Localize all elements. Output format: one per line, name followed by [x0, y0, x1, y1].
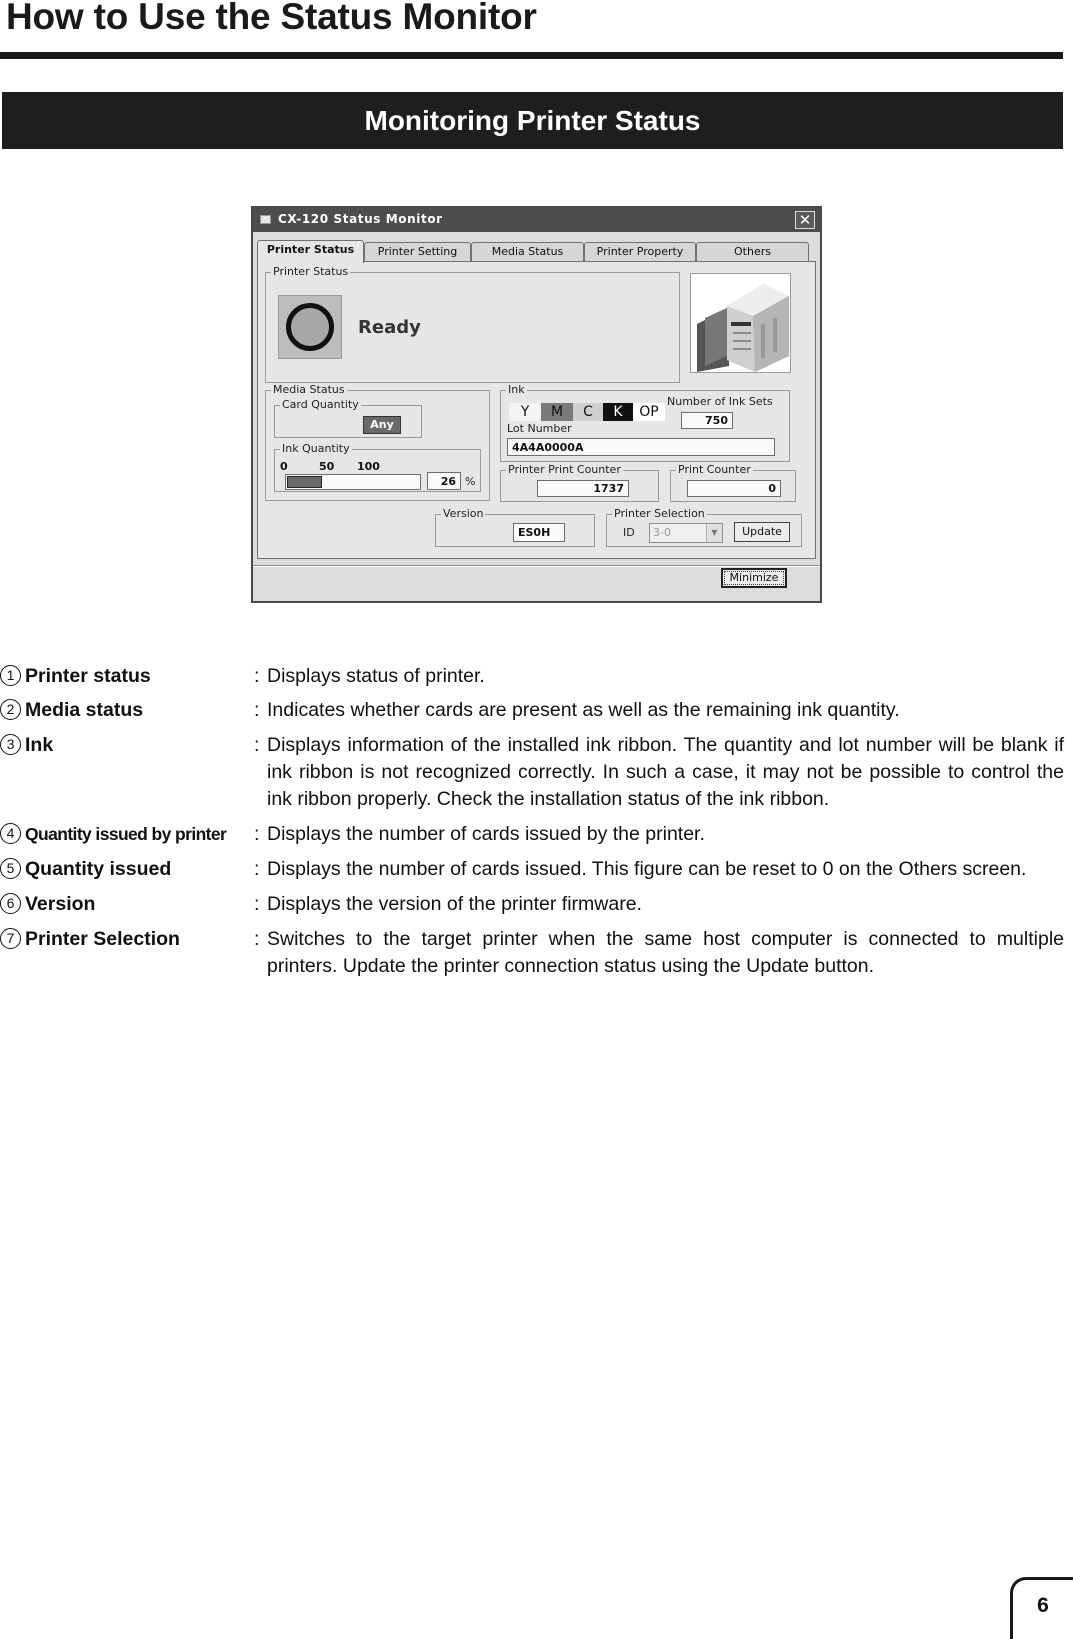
item-term: Media status — [25, 699, 144, 721]
printer-selection-group — [606, 507, 802, 547]
ink-scale-label-50: 50 — [319, 460, 335, 473]
item-term: Printer status — [25, 665, 151, 687]
item-text: Displays the version of the printer firmware. — [267, 893, 642, 915]
card-quantity-label: Card Quantity — [282, 398, 359, 411]
ink-quantity-bar — [285, 474, 421, 490]
version-value: ES0H — [513, 523, 565, 542]
printer-id-select[interactable] — [649, 523, 723, 543]
minimize-button[interactable]: Minimize — [721, 568, 787, 588]
ink-scale-label-0: 0 — [280, 460, 288, 473]
item-text: Indicates whether cards are present as well as the remaining ink quantity. — [267, 699, 900, 721]
item-colon: : — [254, 928, 260, 950]
bottom-separator — [253, 565, 820, 567]
ink-ribbon-panels — [509, 403, 665, 421]
media-status-group — [265, 383, 490, 501]
item-colon: : — [254, 823, 260, 845]
section-title-bar: Monitoring Printer Status — [2, 92, 1063, 149]
printer-id-value: 3-0 — [653, 526, 671, 539]
tab-bar — [257, 240, 820, 262]
tab-media-status[interactable]: Media Status — [471, 242, 584, 262]
item-text: Displays the number of cards issued by the printer. — [267, 823, 705, 845]
lot-number-value: 4A4A0000A — [507, 438, 775, 456]
ink-sets-label: Number of Ink Sets — [667, 395, 773, 408]
item-number: 1 — [0, 665, 21, 686]
printer-selection-label: Printer Selection — [614, 507, 705, 520]
printer-status-group — [265, 265, 680, 383]
item-number: 4 — [0, 823, 21, 844]
item-number: 7 — [0, 928, 21, 949]
ribbon-panel-op: OP — [633, 403, 665, 421]
lot-number-label: Lot Number — [507, 422, 572, 435]
tab-printer-status[interactable]: Printer Status — [257, 240, 364, 263]
tab-panel — [257, 261, 816, 559]
ink-sets-value: 750 — [681, 412, 733, 429]
ink-quantity-label: Ink Quantity — [282, 442, 350, 455]
item-colon: : — [254, 858, 260, 880]
ribbon-panel-c: C — [573, 403, 603, 421]
ribbon-panel-y: Y — [509, 403, 541, 421]
ink-quantity-fill — [287, 476, 322, 488]
printer-id-label: ID — [623, 526, 635, 539]
app-icon — [260, 215, 271, 224]
item-colon: : — [254, 699, 260, 721]
page-heading: How to Use the Status Monitor — [6, 0, 537, 37]
update-button[interactable]: Update — [734, 522, 790, 542]
ribbon-panel-k: K — [603, 403, 633, 421]
version-group — [435, 507, 595, 547]
print-counter-label: Print Counter — [678, 463, 751, 476]
status-monitor-window — [251, 206, 822, 603]
item-text: Displays information of the installed ink ribbon. The quantity and lot number will be blank if ink ribbon is not recognized correctly. In such a case, it may not be possible to control the ink ribbon properly. Check the installation status of the ink ribbon. — [267, 734, 1064, 810]
close-button[interactable]: ✕ — [795, 211, 815, 229]
printer-status-group-label: Printer Status — [273, 265, 349, 278]
card-quantity-group — [274, 398, 422, 438]
print-counter-value: 0 — [687, 480, 781, 497]
ribbon-panel-m: M — [541, 403, 573, 421]
item-number: 2 — [0, 699, 21, 720]
printer-print-counter-value: 1737 — [537, 480, 629, 497]
media-status-group-label: Media Status — [273, 383, 345, 396]
printer-print-counter-group — [500, 463, 659, 502]
item-term: Printer Selection — [25, 928, 180, 950]
item-number: 5 — [0, 858, 21, 879]
window-title: CX-120 Status Monitor — [278, 212, 443, 226]
printer-status-text: Ready — [358, 317, 421, 338]
printer-print-counter-label: Printer Print Counter — [508, 463, 621, 476]
heading-rule — [0, 52, 1063, 59]
item-text: Displays status of printer. — [267, 665, 485, 687]
item-text: Switches to the target printer when the same host computer is connected to multiple printers. Update the printer connection status using the Update button. — [267, 928, 1064, 977]
printer-image — [690, 273, 791, 373]
item-term: Ink — [25, 734, 54, 756]
print-counter-group — [670, 463, 796, 502]
ink-scale-label-100: 100 — [357, 460, 380, 473]
window-titlebar — [253, 208, 820, 232]
circle-icon — [278, 295, 342, 359]
tab-printer-property[interactable]: Printer Property — [584, 242, 696, 262]
item-term: Version — [25, 893, 96, 915]
ink-quantity-value: 26 — [427, 472, 461, 490]
chevron-down-icon[interactable]: ▼ — [706, 524, 722, 542]
item-colon: : — [254, 734, 260, 756]
item-colon: : — [254, 893, 260, 915]
item-text: Displays the number of cards issued. This figure can be reset to 0 on the Others screen. — [267, 858, 1027, 880]
ink-group — [500, 383, 790, 462]
item-term: Quantity issued — [25, 858, 172, 880]
item-colon: : — [254, 665, 260, 687]
percent-symbol: % — [465, 475, 476, 488]
item-number: 3 — [0, 734, 21, 755]
item-number: 6 — [0, 893, 21, 914]
page-number: 6 — [1010, 1577, 1073, 1639]
version-label: Version — [443, 507, 484, 520]
tab-printer-setting[interactable]: Printer Setting — [364, 242, 471, 262]
tab-others[interactable]: Others — [696, 242, 809, 262]
item-term: Quantity issued by printer — [25, 824, 227, 844]
ink-group-label: Ink — [508, 383, 525, 396]
ink-quantity-group — [274, 442, 481, 492]
card-quantity-value: Any — [363, 416, 401, 434]
